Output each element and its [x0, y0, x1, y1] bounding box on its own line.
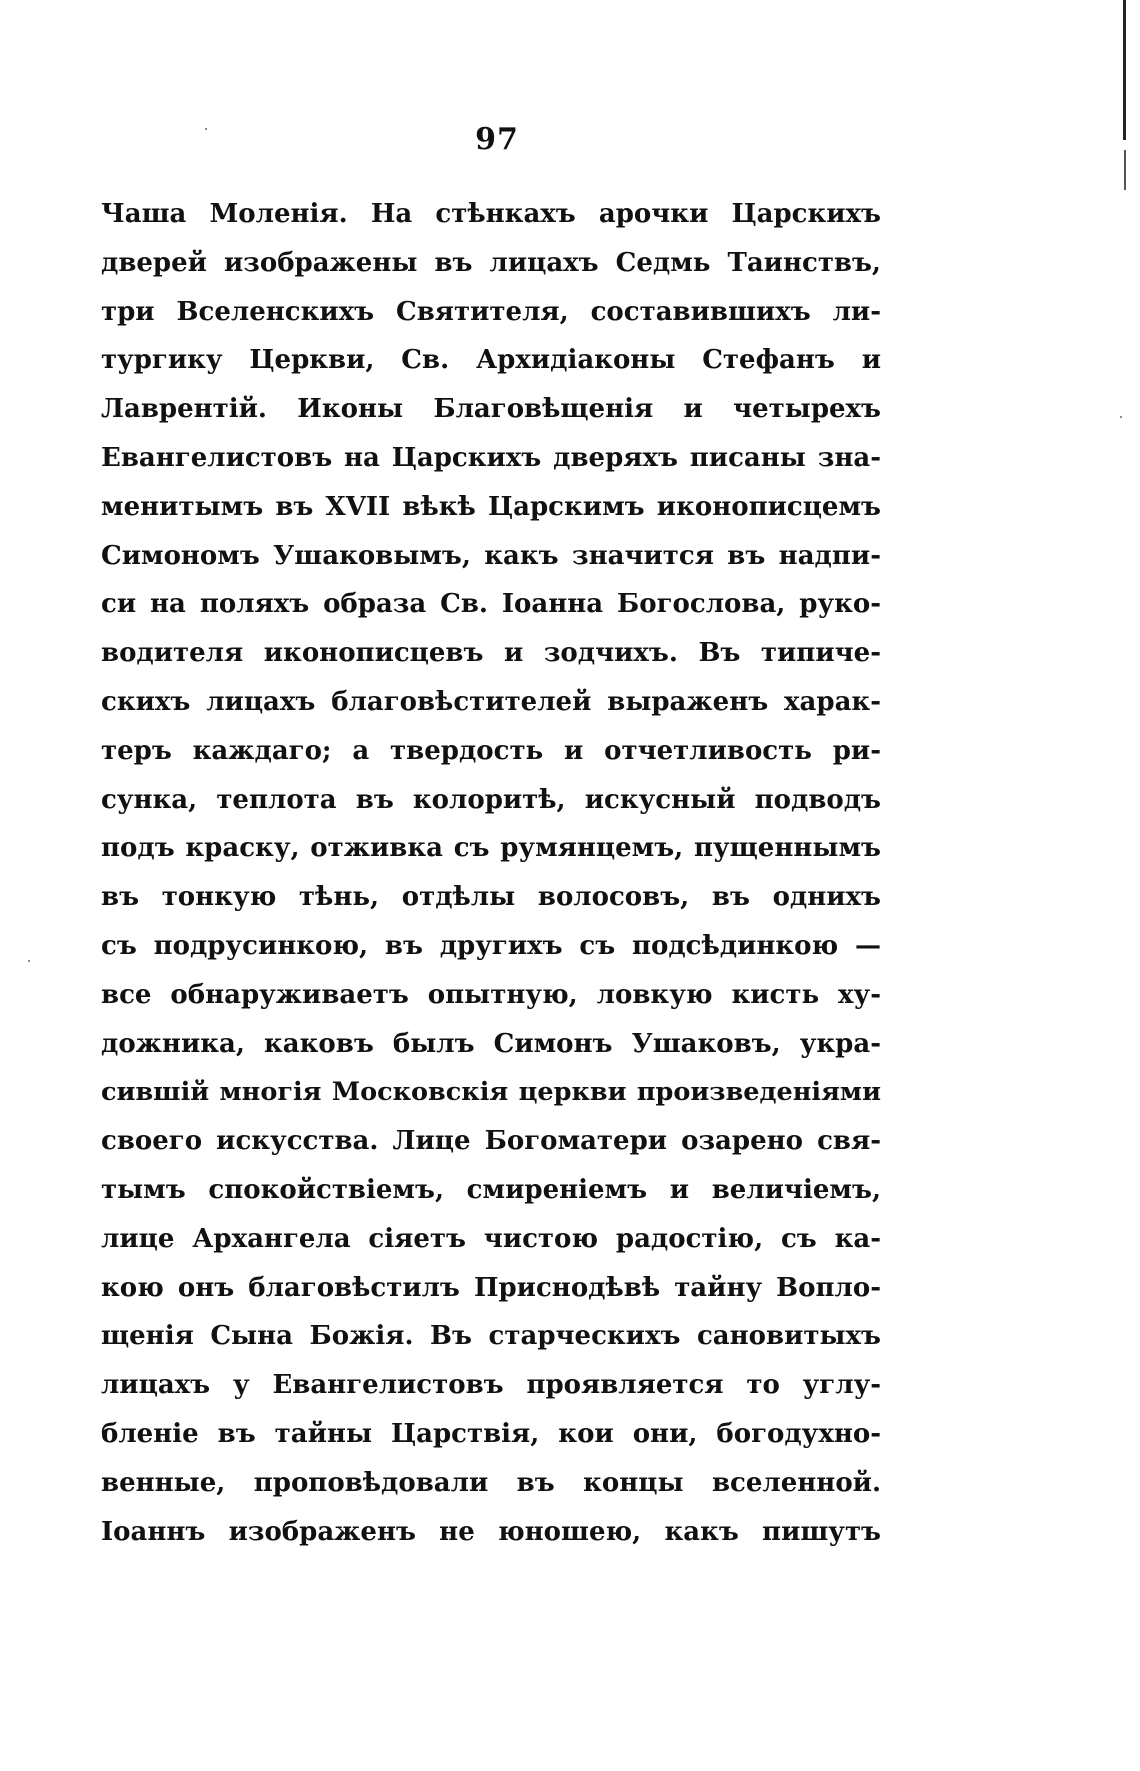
scan-speck [28, 960, 30, 962]
scan-border-line [1123, 0, 1126, 140]
text-line: Лаврентій. Иконы Благовѣщенія и четырехъ [101, 394, 881, 425]
text-line: сившій многія Московскія церкви произведеніями [101, 1077, 881, 1108]
text-line: кою онъ благовѣстилъ Приснодѣвѣ тайну Вопло- [101, 1272, 881, 1303]
text-line: тургику Церкви, Св. Архидіаконы Стефанъ и [101, 345, 881, 376]
scan-speck [1120, 416, 1122, 418]
text-line: лице Архангела сіяетъ чистою радостію, съ ка- [101, 1223, 881, 1254]
text-line: си на поляхъ образа Св. Іоанна Богослова, руко- [101, 589, 881, 620]
body-text [101, 190, 881, 1556]
text-line: лицахъ у Евангелистовъ проявляется то углу- [101, 1370, 881, 1401]
text-line: своего искусства. Лице Богоматери озарено свя- [101, 1126, 881, 1157]
text-line: съ подрусинкою, въ другихъ съ подсѣдинкою — [101, 930, 881, 961]
text-line: щенія Сына Божія. Въ старческихъ сановитыхъ [101, 1321, 881, 1352]
text-line: венные, проповѣдовали въ концы вселенной. [101, 1467, 881, 1498]
text-line: все обнаруживаетъ опытную, ловкую кисть ху- [101, 979, 881, 1010]
text-line: теръ каждаго; а твердость и отчетливость ри- [101, 735, 881, 766]
text-line: Чаша Моленія. На стѣнкахъ арочки Царскихъ [101, 199, 881, 229]
text-line: подъ краску, отживка съ румянцемъ, пущеннымъ [101, 833, 881, 864]
text-line: три Вселенскихъ Святителя, составившихъ ли- [101, 296, 881, 327]
page-number: 97 [475, 122, 519, 157]
text-line: въ тонкую тѣнь, отдѣлы волосовъ, въ однихъ [101, 882, 881, 913]
text-line: дожника, каковъ былъ Симонъ Ушаковъ, укра- [101, 1028, 881, 1059]
text-line: дверей изображены въ лицахъ Седмь Таинствъ, [101, 247, 881, 278]
text-line: скихъ лицахъ благовѣстителей выраженъ харак- [101, 686, 881, 717]
text-line: водителя иконописцевъ и зодчихъ. Въ типиче- [101, 638, 881, 669]
text-line: Евангелистовъ на Царскихъ дверяхъ писаны зна- [101, 442, 881, 473]
scan-border-mark [1124, 150, 1126, 190]
text-line: Іоаннъ изображенъ не юношею, какъ пишутъ [101, 1516, 881, 1547]
text-line: бленіе въ тайны Царствія, кои они, богодухно- [101, 1418, 881, 1449]
text-line: менитымъ въ XVII вѣкѣ Царскимъ иконописцемъ [101, 491, 881, 522]
text-line: тымъ спокойствіемъ, смиреніемъ и величіемъ, [101, 1174, 881, 1205]
text-line: Симономъ Ушаковымъ, какъ значится въ надпи- [101, 540, 881, 571]
text-line: сунка, теплота въ колоритѣ, искусный подводъ [101, 784, 881, 815]
